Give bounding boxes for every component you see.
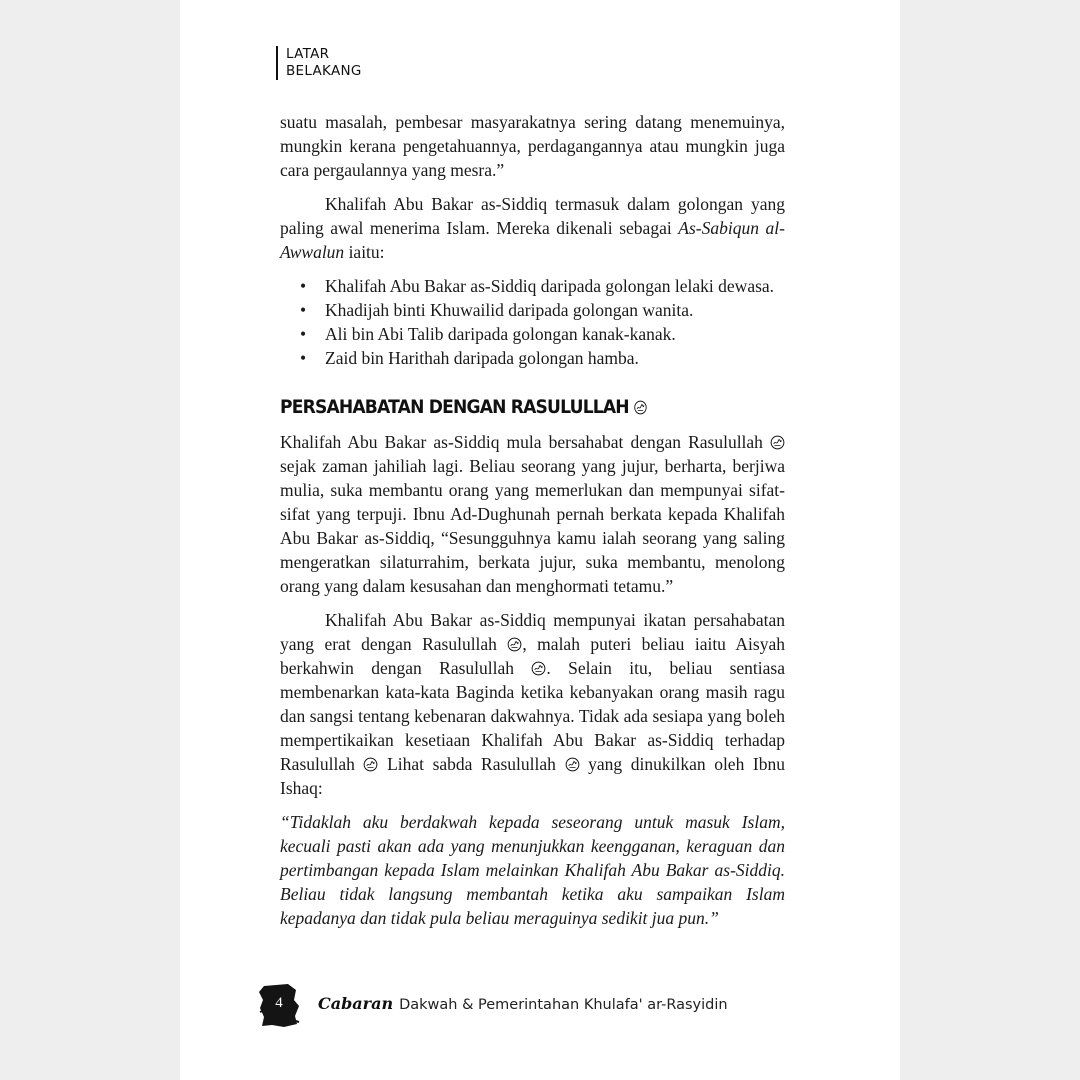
salawat-icon	[770, 435, 785, 450]
section-heading	[280, 394, 735, 420]
book-page	[180, 0, 900, 1080]
paragraph-4-e: yang dinukilkan oleh Ibnu Ishaq:	[280, 754, 786, 798]
salawat-icon	[634, 400, 648, 415]
hadith-quote: “Tidaklah aku berdakwah kepada seseorang untuk masuk Islam, kecuali pasti akan ada yang menunjukkan keengganan, keraguan dan pertimbangan kepada Islam melainkan Khalifah Abu Bakar as-Siddiq. Beliau tidak langsung membantah ketika aku sampaikan Islam kepadanya dan tidak pula beliau meraguinya sedikit jua pun.”	[280, 812, 785, 928]
paragraph-2-text: Khalifah Abu Bakar as-Siddiq termasuk dalam golongan yang paling awal menerima Islam. Mereka dikenali sebagai	[280, 194, 785, 238]
list-item: • Ali bin Abi Talib daripada golongan kanak-kanak.	[300, 322, 785, 346]
paragraph-4-b: , malah puteri beliau iaitu Aisyah berkahwin dengan Rasulullah	[280, 634, 785, 678]
section-tag	[276, 46, 362, 80]
paragraph-3	[280, 430, 785, 598]
section-tag-line2: BELAKANG	[286, 63, 362, 79]
salawat-icon	[507, 637, 522, 652]
page-number: 4	[275, 995, 283, 1011]
paragraph-1: suatu masalah, pembesar masyarakatnya sering datang menemuinya, mungkin kerana pengetahuannya, perdagangannya atau mungkin juga cara pergaulannya yang mesra.”	[280, 112, 785, 180]
list-item: • Khadijah binti Khuwailid daripada golongan wanita.	[300, 298, 785, 322]
paragraph-2-term: As-Sabiqun al-Awwalun	[280, 218, 785, 262]
body-text	[280, 110, 785, 940]
paragraph-2-end: iaitu:	[344, 242, 385, 262]
paragraph-4-d: Lihat sabda Rasulullah	[378, 754, 556, 774]
paragraph-4-a: Khalifah Abu Bakar as-Siddiq mempunyai ikatan persahabatan yang erat dengan Rasulullah	[280, 610, 785, 654]
section-tag-line1: LATAR	[286, 46, 330, 62]
book-title	[318, 994, 728, 1014]
paragraph-4-c: . Selain itu, beliau sentiasa membenarkan kata-kata Baginda ketika kebanyakan orang masih ragu dan sangsi tentang kebenaran dakwahnya. Tidak ada sesiapa yang boleh mempertikaikan kesetiaan Khalifah Abu Bakar as-Siddiq terhadap Rasulullah	[280, 658, 785, 774]
bullet-list	[280, 274, 785, 370]
list-item: • Zaid bin Harithah daripada golongan hamba.	[300, 346, 785, 370]
book-title-script: Cabaran	[318, 994, 394, 1013]
paragraph-2	[280, 192, 785, 264]
salawat-icon	[531, 661, 546, 676]
salawat-icon	[565, 757, 580, 772]
paragraph-4	[280, 608, 785, 800]
page-footer	[258, 982, 778, 1030]
paragraph-3-a: Khalifah Abu Bakar as-Siddiq mula bersahabat dengan Rasulullah	[280, 432, 763, 452]
paragraph-3-b: sejak zaman jahiliah lagi. Beliau seorang yang jujur, berharta, berjiwa mulia, suka membantu orang yang memerlukan dan mempunyai sifat-sifat yang terpuji. Ibnu Ad-Dughunah pernah berkata kepada Khalifah Abu Bakar as-Siddiq, “Sesungguhnya kamu ialah seorang yang saling mengeratkan silaturrahim, berkata jujur, suka membantu, menolong orang yang dalam kesusahan dan menghormati tetamu.”	[280, 456, 785, 596]
book-title-rest: Dakwah & Pemerintahan Khulafa' ar-Rasyidin	[399, 997, 728, 1013]
salawat-icon	[363, 757, 378, 772]
list-item: • Khalifah Abu Bakar as-Siddiq daripada golongan lelaki dewasa.	[300, 274, 785, 298]
section-heading-text: PERSAHABATAN DENGAN RASULULLAH	[280, 396, 629, 418]
